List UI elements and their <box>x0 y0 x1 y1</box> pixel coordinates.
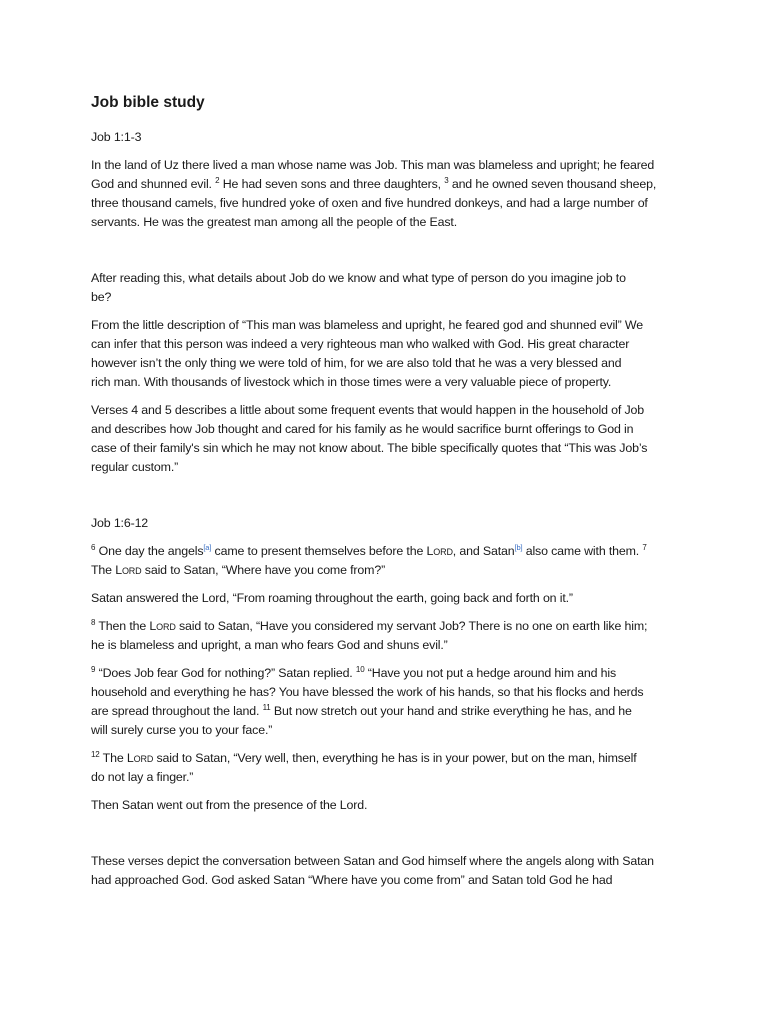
text-segment: household and everything he has? You have blessed the work of his hands, so that his flocks and herds <box>91 685 644 699</box>
text-line <box>91 175 691 194</box>
text-line <box>91 589 691 608</box>
text-line <box>91 561 691 580</box>
text-line <box>91 194 691 213</box>
verse-number: 7 <box>642 543 647 552</box>
text-line <box>91 664 691 683</box>
small-caps-lord: Lord <box>426 544 453 558</box>
text-segment: Verses 4 and 5 describes a little about some frequent events that would happen in the household of Job <box>91 403 644 417</box>
footnote-link[interactable]: [a] <box>203 543 212 552</box>
verse-number: 8 <box>91 618 96 627</box>
paragraph <box>91 852 691 890</box>
text-segment: “Have you not put a hedge around him and his <box>364 666 617 680</box>
text-segment: Then Satan went out from the presence of the Lord. <box>91 798 368 812</box>
paragraph <box>91 128 691 147</box>
text-line <box>91 871 691 890</box>
text-segment: case of their family's sin which he may not know about. The bible specifically quotes that “This was Job’s <box>91 441 648 455</box>
text-segment: also came with them. <box>522 544 643 558</box>
text-segment: One day the angels <box>95 544 204 558</box>
text-line <box>91 373 691 392</box>
paragraph <box>91 401 691 477</box>
text-segment: had approached God. God asked Satan “Where have you come from” and Satan told God he had <box>91 873 613 887</box>
text-segment: Job 1:6-12 <box>91 516 149 530</box>
text-segment: are spread throughout the land. <box>91 704 263 718</box>
text-segment: he is blameless and upright, a man who fears God and shuns evil.” <box>91 638 448 652</box>
text-segment: He had seven sons and three daughters, <box>219 177 445 191</box>
text-segment: In the land of Uz there lived a man whose name was Job. This man was blameless and upright; he feared <box>91 158 655 172</box>
text-line <box>91 269 691 288</box>
text-segment: will surely curse you to your face.” <box>91 723 273 737</box>
paragraph <box>91 542 691 580</box>
text-segment: three thousand camels, five hundred yoke of oxen and five hundred donkeys, and had a large number of <box>91 196 648 210</box>
paragraph <box>91 749 691 787</box>
verse-number: 2 <box>215 176 220 185</box>
text-line <box>91 288 691 307</box>
text-segment: came to present themselves before the <box>211 544 427 558</box>
text-segment: Then the <box>95 619 150 633</box>
verse-number: 3 <box>444 176 449 185</box>
paragraph <box>91 269 691 307</box>
small-caps-lord: Lord <box>126 751 154 765</box>
paragraph <box>91 589 691 608</box>
verse-number: 9 <box>91 665 96 674</box>
text-line <box>91 617 691 636</box>
text-segment: The <box>91 563 116 577</box>
text-line <box>91 796 691 815</box>
text-segment: servants. He was the greatest man among all the people of the East. <box>91 215 458 229</box>
text-segment: however isn’t the only thing we were told of him, for we are also told that he was a very blessed and <box>91 356 622 370</box>
text-segment: Satan answered the Lord, “From roaming throughout the earth, going back and forth on it.” <box>91 591 573 605</box>
text-line <box>91 636 691 655</box>
paragraph <box>91 156 691 232</box>
text-segment: These verses depict the conversation between Satan and God himself where the angels along with Satan <box>91 854 654 868</box>
text-segment: said to Satan, “Have you considered my servant Job? There is no one on earth like him; <box>175 619 648 633</box>
document-body <box>91 128 691 890</box>
text-line <box>91 354 691 373</box>
text-line <box>91 702 691 721</box>
document-page <box>91 94 691 890</box>
text-line <box>91 721 691 740</box>
verse-number: 11 <box>262 703 271 712</box>
small-caps-lord: Lord <box>115 563 142 577</box>
text-segment: From the little description of “This man was blameless and upright, he feared god and shunned evil” We <box>91 318 643 332</box>
text-segment: After reading this, what details about Job do we know and what type of person do you imagine job to <box>91 271 626 285</box>
text-line <box>91 768 691 787</box>
text-segment: and describes how Job thought and cared for his family as he would sacrifice burnt offerings to God in <box>91 422 634 436</box>
verse-number: 10 <box>355 665 365 674</box>
paragraph <box>91 514 691 533</box>
text-segment: rich man. With thousands of livestock which in those times were a very valuable piece of property. <box>91 375 612 389</box>
text-segment: said to Satan, “Very well, then, everything he has is in your power, but on the man, himself <box>153 751 637 765</box>
text-line <box>91 749 691 768</box>
footnote-link[interactable]: [b] <box>514 543 523 552</box>
text-line <box>91 335 691 354</box>
text-line <box>91 401 691 420</box>
paragraph <box>91 617 691 655</box>
verse-number: 12 <box>91 750 100 759</box>
text-segment: and he owned seven thousand sheep, <box>448 177 657 191</box>
text-segment: can infer that this person was indeed a very righteous man who walked with God. His great character <box>91 337 630 351</box>
text-line <box>91 128 691 147</box>
text-segment: be? <box>91 290 112 304</box>
text-line <box>91 213 691 232</box>
text-line <box>91 156 691 175</box>
text-segment: God and shunned evil. <box>91 177 216 191</box>
text-segment: , and Satan <box>452 544 515 558</box>
text-line <box>91 542 691 561</box>
text-line <box>91 420 691 439</box>
small-caps-lord: Lord <box>149 619 176 633</box>
text-segment: do not lay a finger.” <box>91 770 194 784</box>
text-segment: “Does Job fear God for nothing?” Satan replied. <box>95 666 356 680</box>
text-line <box>91 852 691 871</box>
document-title: Job bible study <box>91 94 205 111</box>
text-segment: said to Satan, “Where have you come from?” <box>141 563 386 577</box>
text-segment: But now stretch out your hand and strike everything he has, and he <box>270 704 632 718</box>
paragraph <box>91 316 691 392</box>
text-segment: The <box>99 751 127 765</box>
text-line <box>91 514 691 533</box>
text-segment: Job 1:1-3 <box>91 130 142 144</box>
paragraph <box>91 664 691 740</box>
text-line <box>91 316 691 335</box>
text-line <box>91 439 691 458</box>
text-segment: regular custom.” <box>91 460 179 474</box>
paragraph <box>91 796 691 815</box>
text-line <box>91 683 691 702</box>
verse-number: 6 <box>91 543 96 552</box>
text-line <box>91 458 691 477</box>
